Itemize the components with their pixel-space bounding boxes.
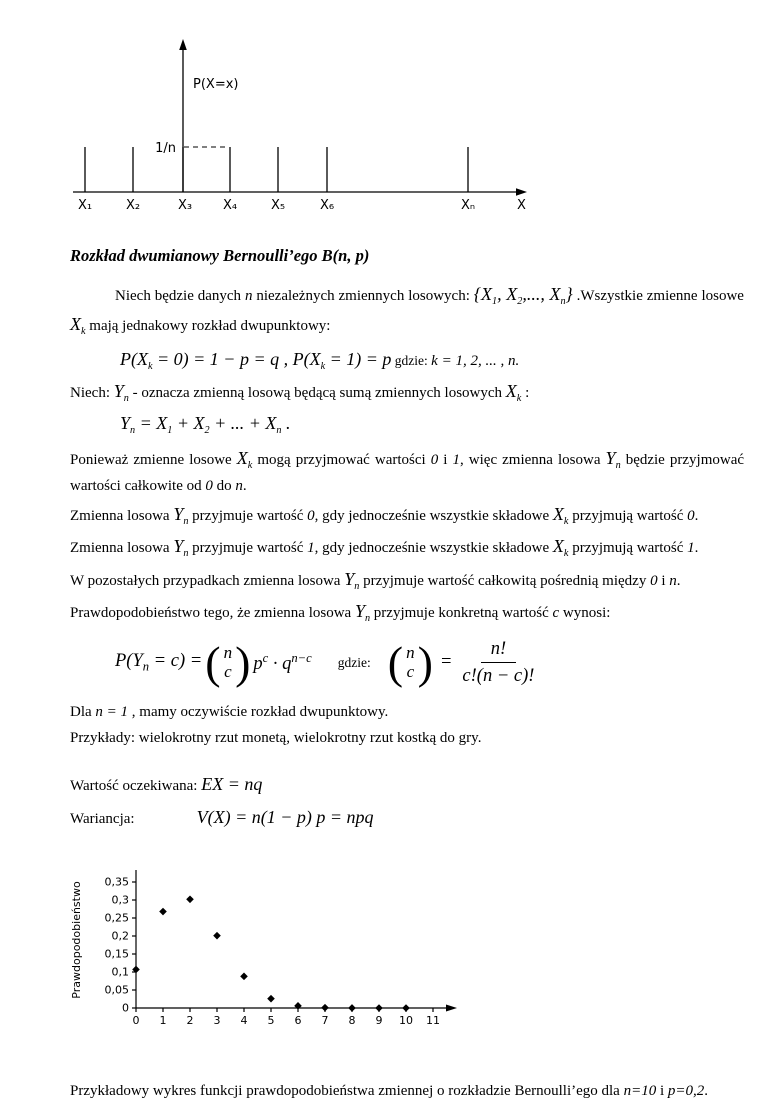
text-run: będzie przyjmować wartości całkowite od [70, 451, 745, 494]
text-run: Niech będzie danych [115, 288, 245, 304]
text-run: W pozostałych przypadkach zmienna losowa [70, 572, 345, 589]
definition-yn-paragraph [70, 377, 744, 407]
figure-caption [70, 1079, 744, 1103]
close-paren: ) [235, 636, 251, 688]
binom-stack [403, 644, 418, 681]
math-run: Y [354, 600, 365, 621]
pmf-q: q [282, 653, 292, 674]
data-point-diamond [321, 1004, 329, 1012]
diagram-x-axis-label: X [517, 198, 526, 213]
math-run: 0 [687, 507, 695, 524]
section-title: Rozkład dwumianowy Bernoulli’ego B(n, p) [70, 246, 370, 265]
pmf-p: p [253, 653, 263, 674]
binomial-pmf-chart [66, 860, 760, 1037]
subscript-run: k [563, 515, 569, 527]
intro-paragraph [70, 280, 744, 341]
open-paren: ( [387, 636, 404, 688]
math-run: Y [120, 413, 131, 434]
subscript-run: 1 [491, 296, 498, 307]
math-run: = X [135, 413, 168, 434]
probability-intro-paragraph [70, 597, 744, 627]
diagram-x-axis-arrow-icon [516, 188, 527, 196]
math-run: V(X) = n(1 − p) p = npq [196, 807, 374, 828]
subscript-run: k [563, 548, 569, 560]
uniform-distribution-diagram [0, 35, 760, 230]
text-run: Przykładowy wykres funkcji prawdopodobieństwa zmiennej o rozkładzie Bernoulli’ego dla [70, 1082, 624, 1099]
subscript-run: k [516, 392, 522, 404]
text-run: . [694, 507, 699, 524]
fraction-numerator: n! [481, 637, 516, 663]
binomial-coefficient-definition [387, 636, 433, 688]
text-run: Przykłady: wielokrotny rzut monetą, wielokrotny rzut kostką do gry. [70, 730, 482, 747]
close-paren: ) [417, 636, 433, 688]
binomial-pmf-chart-svg [66, 860, 466, 1032]
examples-paragraph [70, 726, 744, 750]
text-run: , więc zmienna losowa [460, 451, 606, 468]
math-run: } [565, 284, 573, 304]
data-point-diamond [213, 932, 221, 940]
text-run: Wariancja: [70, 811, 135, 828]
body-text-block-2 [0, 700, 760, 832]
math-run: EX = nq [201, 774, 263, 795]
binom-stack [221, 644, 236, 681]
text-run: przyjmuje wartość całkowitą pośrednią między [359, 572, 651, 589]
text-run: przyjmuje konkretną wartość [370, 604, 553, 621]
pmf-p-exponent: c [262, 650, 269, 665]
text-run: Dla [70, 704, 96, 721]
math-run: p=0,2 [667, 1082, 705, 1099]
text-run: : [521, 384, 530, 401]
pmf-left-side [115, 651, 202, 675]
math-run: 0 [650, 572, 658, 589]
x-tick-label: 1 [159, 1013, 167, 1027]
body-text-block-1 [0, 280, 760, 627]
subscript-run: n [364, 612, 371, 624]
binom-c: c [406, 661, 415, 681]
pmf-dot: · [268, 653, 283, 674]
binom-n: n [223, 642, 233, 662]
factorial-fraction [462, 637, 534, 688]
expected-value-line [70, 770, 744, 799]
math-run: P(X [292, 348, 321, 369]
subscript-run: k [320, 360, 326, 372]
subscript-run: n [615, 459, 621, 471]
two-point-distribution-formula [120, 345, 744, 375]
math-run: X [505, 380, 517, 401]
math-run: 1 [452, 451, 460, 468]
data-point-diamond [240, 972, 248, 980]
text-run: przyjmuje wartość [188, 507, 308, 524]
text-run: i [657, 572, 670, 589]
pmf-lhs-rest: = c) = [149, 650, 203, 671]
math-run: Y [344, 568, 355, 589]
math-run: + X [172, 413, 205, 434]
text-run: , mamy oczywiście rozkład dwupunktowy. [128, 704, 389, 721]
y-tick-label: 0,15 [104, 947, 129, 961]
data-point-diamond [159, 908, 167, 916]
fraction-denominator: c!(n − c)! [462, 666, 535, 687]
x-tick-label: 10 [399, 1013, 413, 1027]
math-run: . [281, 413, 291, 434]
subscript-run: n [123, 392, 129, 404]
diagram-tick-label: Xₙ [460, 198, 476, 213]
y-tick-label: 0,35 [104, 875, 129, 889]
text-run: przyjmują wartość [568, 540, 688, 557]
text-run: gdzie: [391, 352, 432, 368]
math-run: X [552, 503, 564, 524]
math-run: X [70, 314, 81, 335]
pmf-q-exponent: n−c [291, 650, 312, 665]
text-run: mogą przyjmować wartości [252, 451, 431, 468]
value-one-paragraph [70, 532, 744, 562]
subscript-run: k [147, 360, 153, 372]
data-point-diamond [186, 895, 194, 903]
text-run: mają jednakowy rozkład dwupunktowy: [85, 318, 331, 335]
x-tick-label: 5 [267, 1013, 275, 1027]
y-tick-label: 0,2 [111, 929, 129, 943]
chart-y-axis-label: Prawdopodobieństwo [70, 881, 83, 999]
binom-c: c [224, 661, 232, 681]
math-run: Y [173, 536, 184, 557]
subscript-run: 2 [517, 296, 523, 307]
text-run: niezależnych zmiennych losowych: [252, 288, 474, 304]
intermediate-values-paragraph [70, 565, 744, 595]
data-point-diamond [267, 995, 275, 1003]
x-tick-label: 6 [294, 1013, 302, 1027]
binom-n: n [406, 642, 415, 662]
math-run: n [669, 572, 677, 589]
math-run: n = 1 [95, 704, 129, 721]
math-run: = 0) = 1 − p = q , [152, 348, 293, 369]
math-run: Y [173, 503, 184, 524]
pmf-right-side [253, 651, 311, 675]
text-run: i [656, 1082, 668, 1099]
math-run: 0 [430, 451, 439, 468]
text-run: przyjmuje wartość [188, 540, 308, 557]
pmf-lhs-subscript: n [142, 659, 150, 674]
data-point-diamond [375, 1004, 383, 1012]
y-tick-label: 0,1 [111, 965, 129, 979]
level-label: 1/n [155, 141, 176, 156]
math-run: X [236, 447, 248, 468]
math-run: X [552, 536, 564, 557]
n-equals-one-paragraph [70, 700, 744, 724]
math-run: 0 [205, 477, 213, 494]
math-run: Y [605, 447, 616, 468]
subscript-run: 2 [204, 425, 210, 437]
chart-x-axis-arrow-icon [446, 1004, 457, 1011]
value-zero-paragraph [70, 500, 744, 530]
text-run: . [694, 540, 699, 557]
pmf-lhs-text: P(Y [115, 650, 143, 671]
x-tick-label: 8 [348, 1013, 356, 1027]
math-run: , X [497, 284, 518, 304]
binomial-coefficient [205, 636, 251, 688]
diagram-tick-label: X₁ [77, 198, 93, 213]
text-run: Zmienna losowa [70, 540, 174, 557]
x-tick-label: 11 [426, 1013, 440, 1027]
math-run: 0 [307, 507, 315, 524]
math-run: + ... + X [209, 413, 277, 434]
text-run: do [212, 477, 236, 494]
equals-sign: = [439, 652, 453, 673]
subscript-run: 1 [167, 425, 173, 437]
y-tick-label: 0,05 [104, 983, 129, 997]
y-tick-label: 0,25 [104, 911, 129, 925]
text-run: , gdy jednocześnie wszystkie składowe [314, 507, 553, 524]
text-run: przyjmują wartość [568, 507, 688, 524]
text-run: Prawdopodobieństwo tego, że zmienna losowa [70, 604, 355, 621]
diagram-tick-label: X₆ [319, 198, 335, 213]
subscript-run: n [276, 425, 282, 437]
y-tick-label: 0,3 [111, 893, 129, 907]
diagram-y-axis-label: P(X=x) [193, 77, 239, 92]
math-run: k = 1, 2, ... , n. [431, 352, 520, 369]
data-point-diamond [348, 1004, 356, 1012]
subscript-run: n [130, 425, 136, 437]
text-run: . [676, 572, 681, 589]
variance-line [70, 803, 744, 832]
binomial-pmf-formula [0, 637, 760, 688]
math-run: ,..., X [522, 284, 561, 304]
x-tick-label: 2 [186, 1013, 194, 1027]
math-run: n [235, 477, 243, 494]
math-run: n=10 [623, 1082, 657, 1099]
text-run: Wartość oczekiwana: [70, 778, 202, 795]
figure-caption-block [0, 1079, 760, 1103]
text-run: wynosi: [559, 604, 611, 621]
math-run: P(X [120, 348, 148, 369]
math-run: Y [113, 380, 124, 401]
subscript-run: k [81, 326, 86, 338]
x-tick-label: 9 [375, 1013, 383, 1027]
open-paren: ( [205, 636, 221, 688]
subscript-run: n [183, 515, 189, 527]
text-run: Ponieważ zmienne losowe [70, 451, 237, 468]
text-run: Zmienna losowa [70, 507, 174, 524]
range-paragraph [70, 444, 744, 498]
text-run: i [438, 451, 453, 468]
math-run: c [552, 604, 560, 621]
x-tick-label: 3 [213, 1013, 221, 1027]
diagram-y-axis-arrow-icon [179, 39, 187, 50]
y-tick-label: 0 [122, 1001, 129, 1015]
math-run: {X [473, 284, 492, 304]
data-point-diamond [402, 1004, 410, 1012]
diagram-tick-label: X₃ [177, 198, 193, 213]
text-run: Niech: [70, 384, 114, 401]
subscript-run: k [247, 459, 253, 471]
subscript-run: n [560, 296, 566, 307]
text-run: , gdy jednocześnie wszystkie składowe [314, 540, 553, 557]
text-run: - oznacza zmienną losową będącą sumą zmiennych losowych [128, 384, 506, 401]
x-tick-label: 7 [321, 1013, 329, 1027]
text-run: . [242, 477, 247, 494]
subscript-run: n [183, 548, 189, 560]
diagram-tick-label: X₄ [222, 198, 238, 213]
subscript-run: n [354, 580, 360, 592]
math-run: 1 [687, 540, 695, 557]
math-run: = 1) = p [325, 348, 392, 369]
text-run: . [704, 1082, 709, 1099]
gdzie-label: gdzie: [337, 654, 371, 670]
x-tick-label: 0 [132, 1013, 140, 1027]
text-run: .Wszystkie zmienne losowe [572, 288, 744, 304]
diagram-tick-label: X₅ [270, 198, 286, 213]
math-run: n [244, 288, 253, 304]
x-tick-label: 4 [240, 1013, 248, 1027]
math-run: 1 [307, 540, 315, 557]
diagram-tick-label: X₂ [125, 198, 141, 213]
sum-formula [120, 409, 744, 439]
